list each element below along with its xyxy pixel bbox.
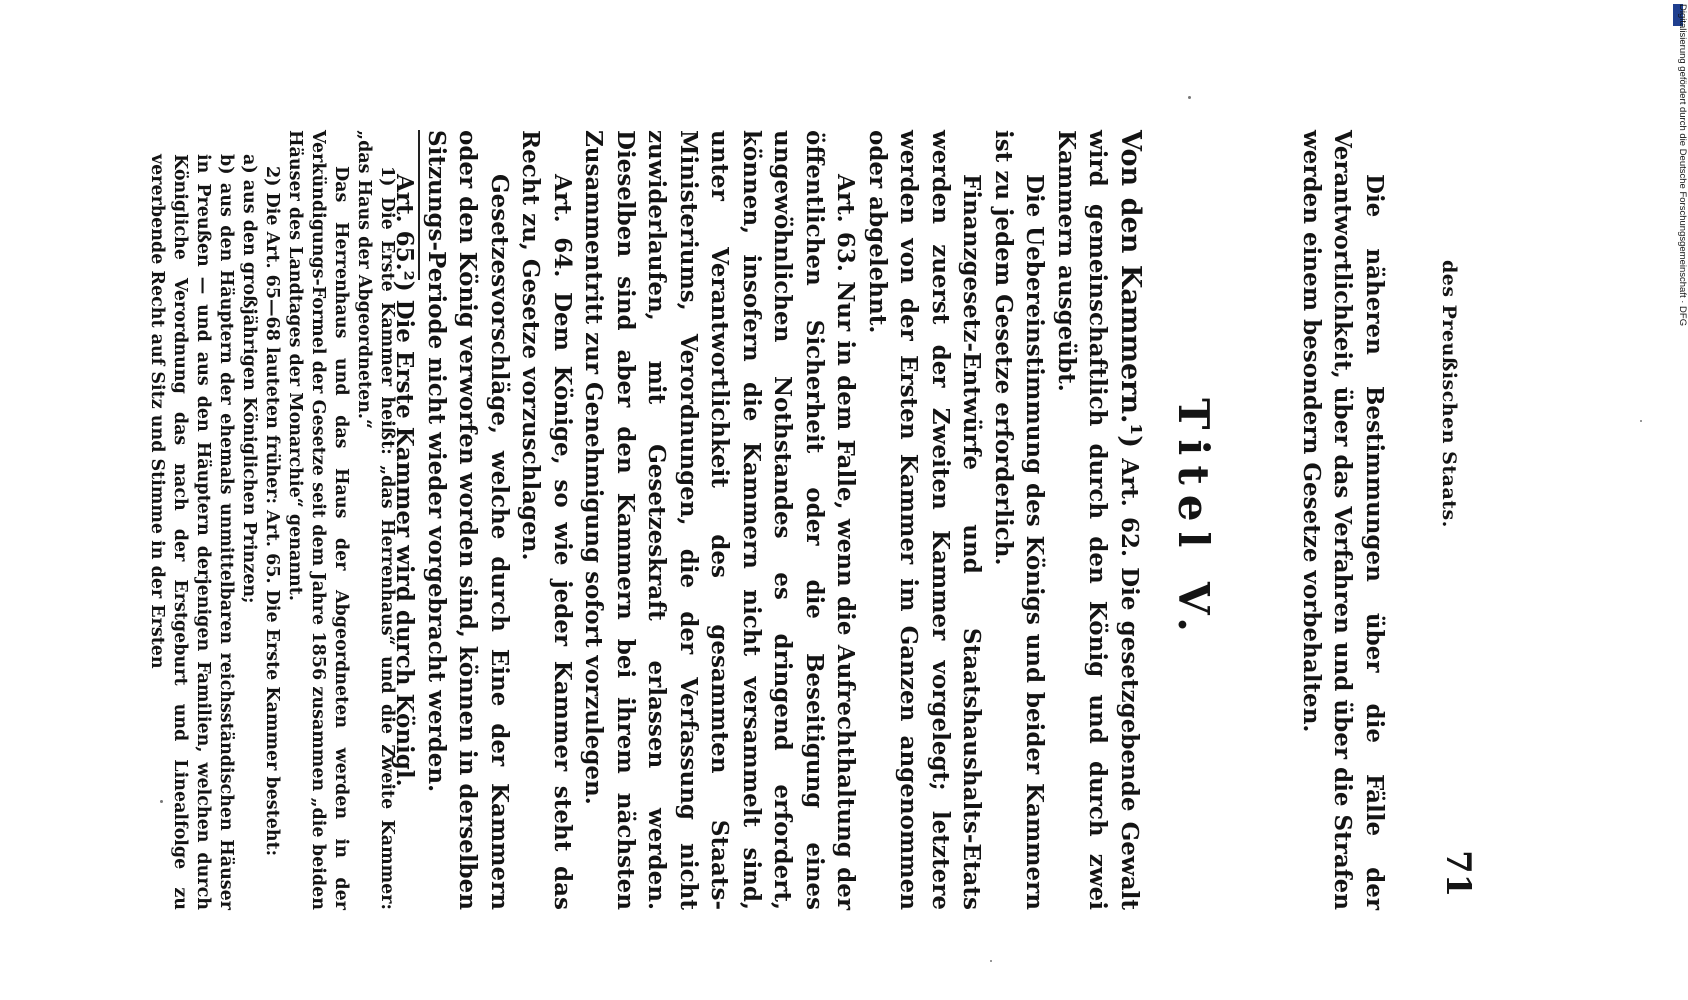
art62-text: Art. 62. Die gesetzgebende Gewalt wird gemeinschaftlich durch den König und durch zwei Kammern ausgeübt.: [1053, 130, 1143, 910]
footnote-2-item-a: a) aus den großjährigen Königlichen Prinzen;: [239, 154, 259, 604]
page-number: 71: [1438, 850, 1478, 898]
art65-paragraph: Art. 65.²) Die Erste Kammer wird durch Königl.: [391, 174, 419, 787]
book-page: [130, 20, 1530, 960]
digitization-credit: Digitalisierung gefördert durch die Deutsche Forschungsgemeinschaft · DFG: [1677, 4, 1688, 327]
scan-speck: [990, 960, 992, 962]
footnote-divider: [418, 130, 420, 280]
scan-speck: [1640, 420, 1642, 422]
art64-second-paragraph: Gesetzesvorschläge, welche durch Eine der Kammern oder den König verworfen worden sind, können in derselben Sitzungs-Periode nicht wieder vorgebracht werden.: [423, 130, 513, 910]
scan-speck: [160, 800, 163, 803]
footnote-2: 2) Die Art. 65—68 lauteten früher: Art. 65. Die Erste Kammer besteht:: [262, 166, 282, 857]
intro-paragraph-block: [1296, 130, 1391, 910]
art64-paragraph: Art. 64. Dem Könige, so wie jeder Kammer steht das Recht zu, Gesetze vorzuschlagen.: [517, 130, 576, 910]
art62-third-paragraph: Finanzgesetz-Entwürfe und Staatshaushalts-Etats werden zuerst der Zweiten Kammer vorgelegt; letztere werden von der Ersten Kammer im Ganzen angenommen oder abgelehnt.: [864, 130, 986, 910]
footnote-1: 1) Die Erste Kammer heißt: „das Herrenhaus“ und die Zweite Kammer: „das Haus der Abgeordneten.“: [354, 130, 397, 910]
art62-second-paragraph: Die Uebereinstimmung des Königs und beider Kammern ist zu jedem Gesetze erforderlich.: [990, 130, 1049, 910]
art62-paragraph: [1051, 130, 1147, 910]
footnote-2-item-b: b) aus den Häuptern der ehemals unmittelbaren reichsständischen Häuser in Preußen — und aus den Häuptern derjenigen Familien, welchen durch Königliche Verordnung das nach der Erstgeburt und Linealfolge zu vererbende Recht auf Sitz und Stimme in der Ersten: [147, 154, 236, 910]
footnotes: [145, 130, 398, 910]
main-text: [389, 130, 1146, 910]
intro-paragraph: Die näheren Bestimmungen über die Fälle der Verantwortlichkeit, über das Verfahren und über die Strafen werden einem besondern Gesetze vorbehalten.: [1298, 130, 1388, 910]
section-title: Titel V.: [1169, 398, 1218, 642]
running-head: des Preußischen Staats.: [1438, 260, 1460, 528]
section-heading: Von den Kammern.¹): [1115, 130, 1146, 449]
scan-speck: [1188, 96, 1191, 99]
art63-paragraph: Art. 63. Nur in dem Falle, wenn die Aufrechthaltung der öffentlichen Sicherheit oder die Beseitigung eines ungewöhnlichen Nothstandes es dringend erfordert, können, insofern die Kammern nicht versammelt sind, unter Verantwortlichkeit des gesammten Staats-Ministeriums, Verordnungen, die der Verfassung nicht zuwiderlaufen, mit Gesetzeskraft erlassen werden. Dieselben sind aber den Kammern bei ihrem nächsten Zusammentritt zur Genehmigung sofort vorzulegen.: [580, 130, 860, 910]
footnote-1-continued: Das Herrenhaus und das Haus der Abgeordneten werden in der Verkündigungs-Formel der Gesetze seit dem Jahre 1856 zusammen „die beiden Häuser des Landtages der Monarchie“ genannt.: [285, 130, 351, 910]
